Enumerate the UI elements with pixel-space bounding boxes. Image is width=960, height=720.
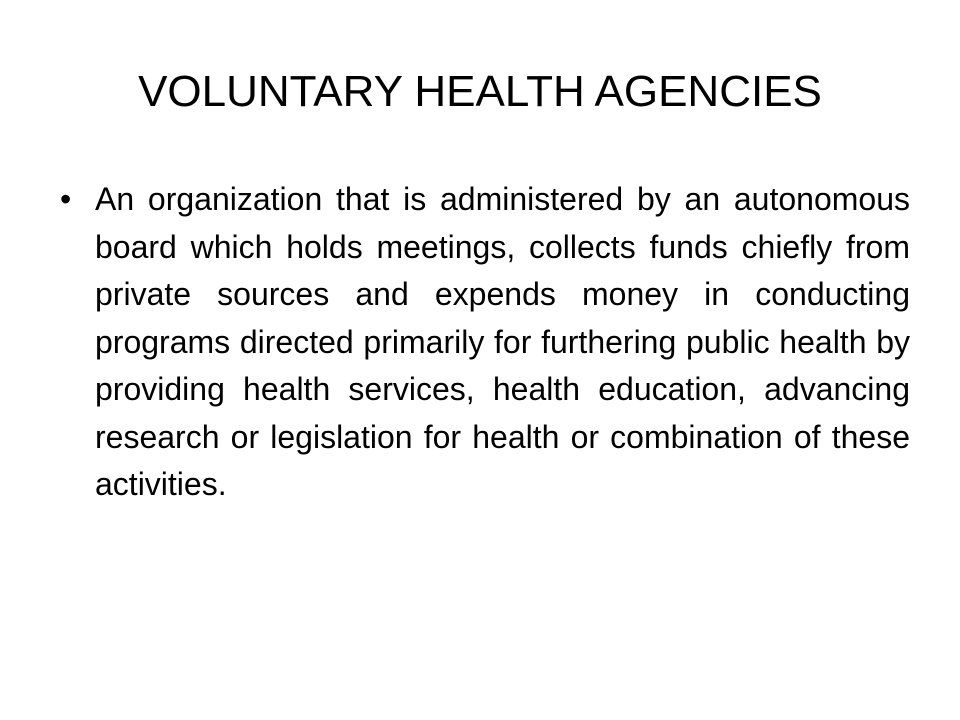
bullet-item [58,176,910,509]
bullet-marker: • [60,181,72,217]
bullet-list [58,176,910,509]
bullet-text: An organization that is administered by an autonomous board which holds meetings, collects funds chiefly from private sources and expends money in conducting programs directed primarily for furthering public health by providing health services, health education, advancing research or legislation for health or combination of these activities. [95,181,910,502]
slide-title: VOLUNTARY HEALTH AGENCIES [138,67,822,116]
